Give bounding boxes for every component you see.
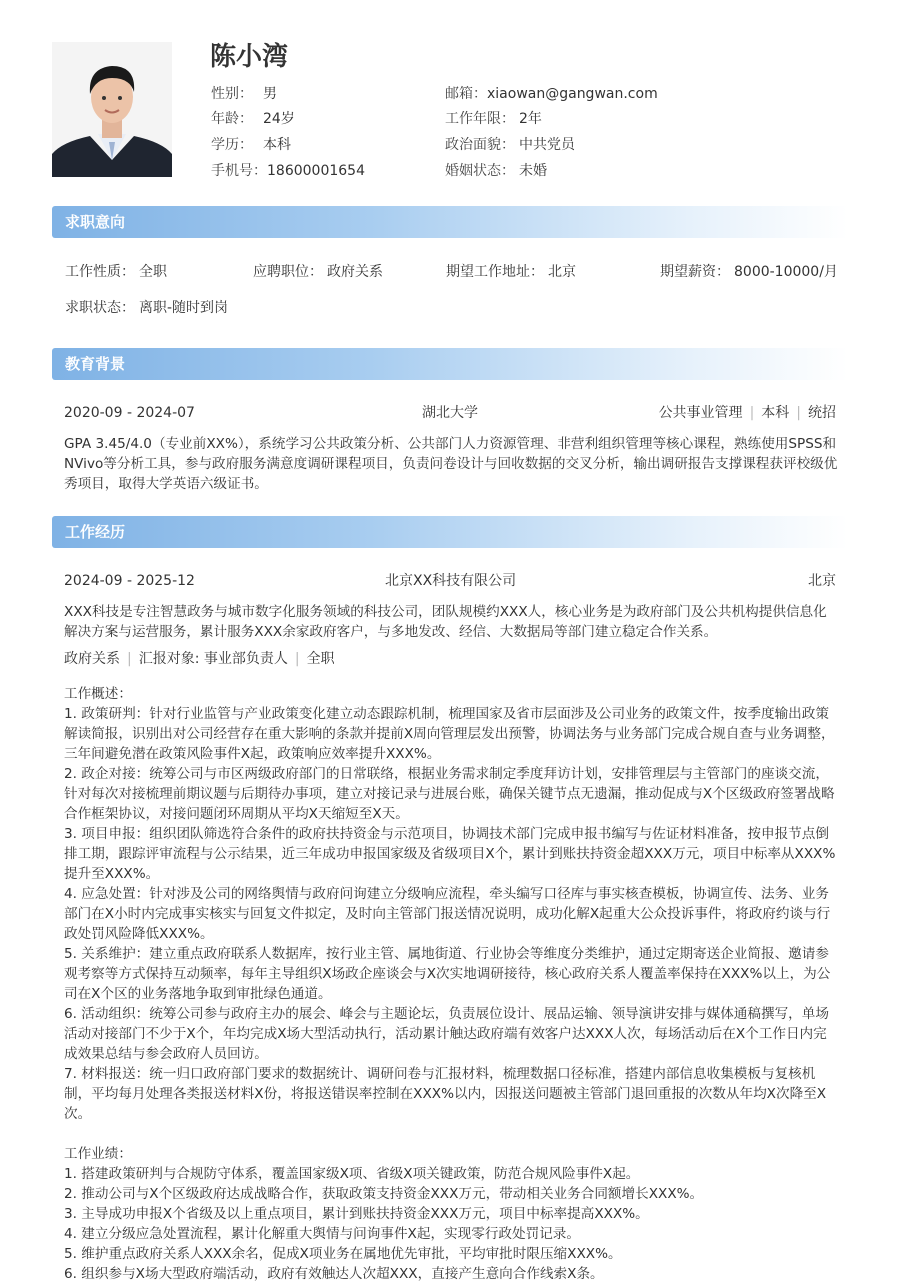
- work-overview: [64, 684, 838, 1284]
- education-major-meta: 公共事业管理 | 本科 | 统招: [658, 405, 836, 421]
- intention-position: 应聘职位： 政府关系: [253, 264, 383, 280]
- work-result-item: 6. 组织参与X场大型政府端活动，政府有效触达人次超XXX，直接产生意向合作线索X条。: [64, 1266, 604, 1282]
- candidate-name: 陈小湾: [210, 42, 289, 72]
- info-experience: 工作年限： 2年: [445, 111, 542, 127]
- intention-type: 工作性质： 全职: [65, 264, 167, 280]
- info-gender: 性别： 男: [211, 86, 277, 102]
- info-age: 年龄： 24岁: [211, 111, 295, 127]
- work-overview-item: 5. 关系维护：建立重点政府联系人数据库，按行业主管、属地街道、行业协会等维度分类维护，通过定期寄送企业简报、邀请参观考察等方式保持互动频率，每年主导组织X场政企座谈会与X次实地调研接待，核心政府关系人覆盖率保持在XXX%以上，为公司在X个区的业务落地争取到审批绿色通道。: [64, 946, 831, 1002]
- work-overview-item: 6. 活动组织：统筹公司参与政府主办的展会、峰会与主题论坛，负责展位设计、展品运输、领导演讲安排与媒体通稿撰写，单场活动对接部门不少于X个，年均完成X场大型活动执行，活动累计触达政府端有效客户达XXX人次，每场活动后在X个工作日内完成效果总结与参会政府人员回访。: [64, 1006, 829, 1062]
- work-overview-item: 2. 政企对接：统筹公司与市区两级政府部门的日常联络，根据业务需求制定季度拜访计划，安排管理层与主管部门的座谈交流，针对每次对接梳理前期议题与后期待办事项，建立对接记录与进展台账，确保关键节点无遗漏，推动促成与X个区级政府签署战略合作框架协议，对接问题闭环周期从平均X天缩短至X天。: [64, 766, 835, 822]
- work-company-description: XXX科技是专注智慧政务与城市数字化服务领域的科技公司，团队规模约XXX人，核心业务是为政府部门及公共机构提供信息化解决方案与运营服务，累计服务XXX余家政府客户，与多地发改、经信、大数据局等部门建立稳定合作关系。: [64, 604, 827, 640]
- intention-salary: 期望薪资： 8000-10000/月: [660, 264, 838, 280]
- work-overview-item: 7. 材料报送：统一归口政府部门要求的数据统计、调研问卷与汇报材料，梳理数据口径标准，搭建内部信息收集模板与复核机制，平均每月处理各类报送材料X份，将报送错误率控制在XXX%以内，因报送问题被主管部门退回重报的次数从年均X次降至X次。: [64, 1066, 827, 1122]
- profile-photo: [52, 42, 172, 177]
- education-period: 2020-09 - 2024-07: [64, 405, 195, 421]
- education-school: 湖北大学: [422, 405, 478, 421]
- section-header-education: 教育背景: [52, 348, 848, 380]
- work-overview-item: 3. 项目申报：组织团队筛选符合条件的政府扶持资金与示范项目，协调技术部门完成申报书编写与佐证材料准备，按申报节点倒排工期，跟踪评审流程与公示结果，近三年成功申报国家级及省级项目X个，累计到账扶持资金超XXX万元，项目中标率从XXX%提升至XXX%。: [64, 826, 836, 882]
- education-description: GPA 3.45/4.0（专业前XX%），系统学习公共政策分析、公共部门人力资源管理、非营利组织管理等核心课程，熟练使用SPSS和NVivo等分析工具，参与政府服务满意度调研课程项目，负责问卷设计与回收数据的交叉分析，输出调研报告支撑课程获评校级优秀项目，取得大学英语六级证书。: [64, 436, 838, 492]
- section-header-work: 工作经历: [52, 516, 848, 548]
- work-company: 北京XX科技有限公司: [385, 573, 517, 589]
- intention-location: 期望工作地址： 北京: [446, 264, 576, 280]
- work-city: 北京: [808, 573, 836, 589]
- work-result-item: 3. 主导成功申报X个省级及以上重点项目，累计到账扶持资金XXX万元，项目中标率提高XXX%。: [64, 1206, 649, 1222]
- section-header-intention: 求职意向: [52, 206, 848, 238]
- work-overview-item: 4. 应急处置：针对涉及公司的网络舆情与政府问询建立分级响应流程，牵头编写口径库与事实核查模板，协调宣传、法务、业务部门在X小时内完成事实核实与回复文件拟定，及时向主管部门报送情况说明，成功化解X起重大公众投诉事件，将政府约谈与行政处罚风险降低XXX%。: [64, 886, 831, 942]
- work-period: 2024-09 - 2025-12: [64, 573, 195, 589]
- work-result-item: 4. 建立分级应急处置流程，累计化解重大舆情与问询事件X起，实现零行政处罚记录。: [64, 1226, 580, 1242]
- intention-status: 求职状态： 离职-随时到岗: [65, 300, 229, 316]
- work-result-item: 2. 推动公司与X个区级政府达成战略合作，获取政策支持资金XXX万元，带动相关业务合同额增长XXX%。: [64, 1186, 704, 1202]
- work-role-meta: 政府关系 | 汇报对象: 事业部负责人 | 全职: [64, 651, 335, 667]
- info-education: 学历： 本科: [211, 137, 291, 153]
- work-results-title: 工作业绩：: [64, 1146, 132, 1162]
- work-overview-title: 工作概述：: [64, 686, 132, 702]
- info-email: 邮箱：xiaowan@gangwan.com: [445, 86, 658, 102]
- info-marital: 婚姻状态： 未婚: [445, 163, 547, 179]
- person-avatar-icon: [52, 42, 172, 177]
- work-result-item: 5. 维护重点政府关系人XXX余名，促成X项业务在属地优先审批，平均审批时限压缩XXX%。: [64, 1246, 622, 1262]
- info-phone: 手机号：18600001654: [211, 163, 365, 179]
- spacer: [64, 1124, 838, 1144]
- info-political: 政治面貌： 中共党员: [445, 137, 575, 153]
- work-result-item: 1. 搭建政策研判与合规防守体系，覆盖国家级X项、省级X项关键政策，防范合规风险事件X起。: [64, 1166, 640, 1182]
- work-overview-item: 1. 政策研判：针对行业监管与产业政策变化建立动态跟踪机制，梳理国家及省市层面涉及公司业务的政策文件，按季度输出政策解读简报，识别出对公司经营存在重大影响的条款并提前X周向管理层发出预警，协调法务与业务部门完成合规自查与业务调整，三年间避免潜在政策风险事件X起，政策响应效率提升XXX%。: [64, 706, 835, 762]
